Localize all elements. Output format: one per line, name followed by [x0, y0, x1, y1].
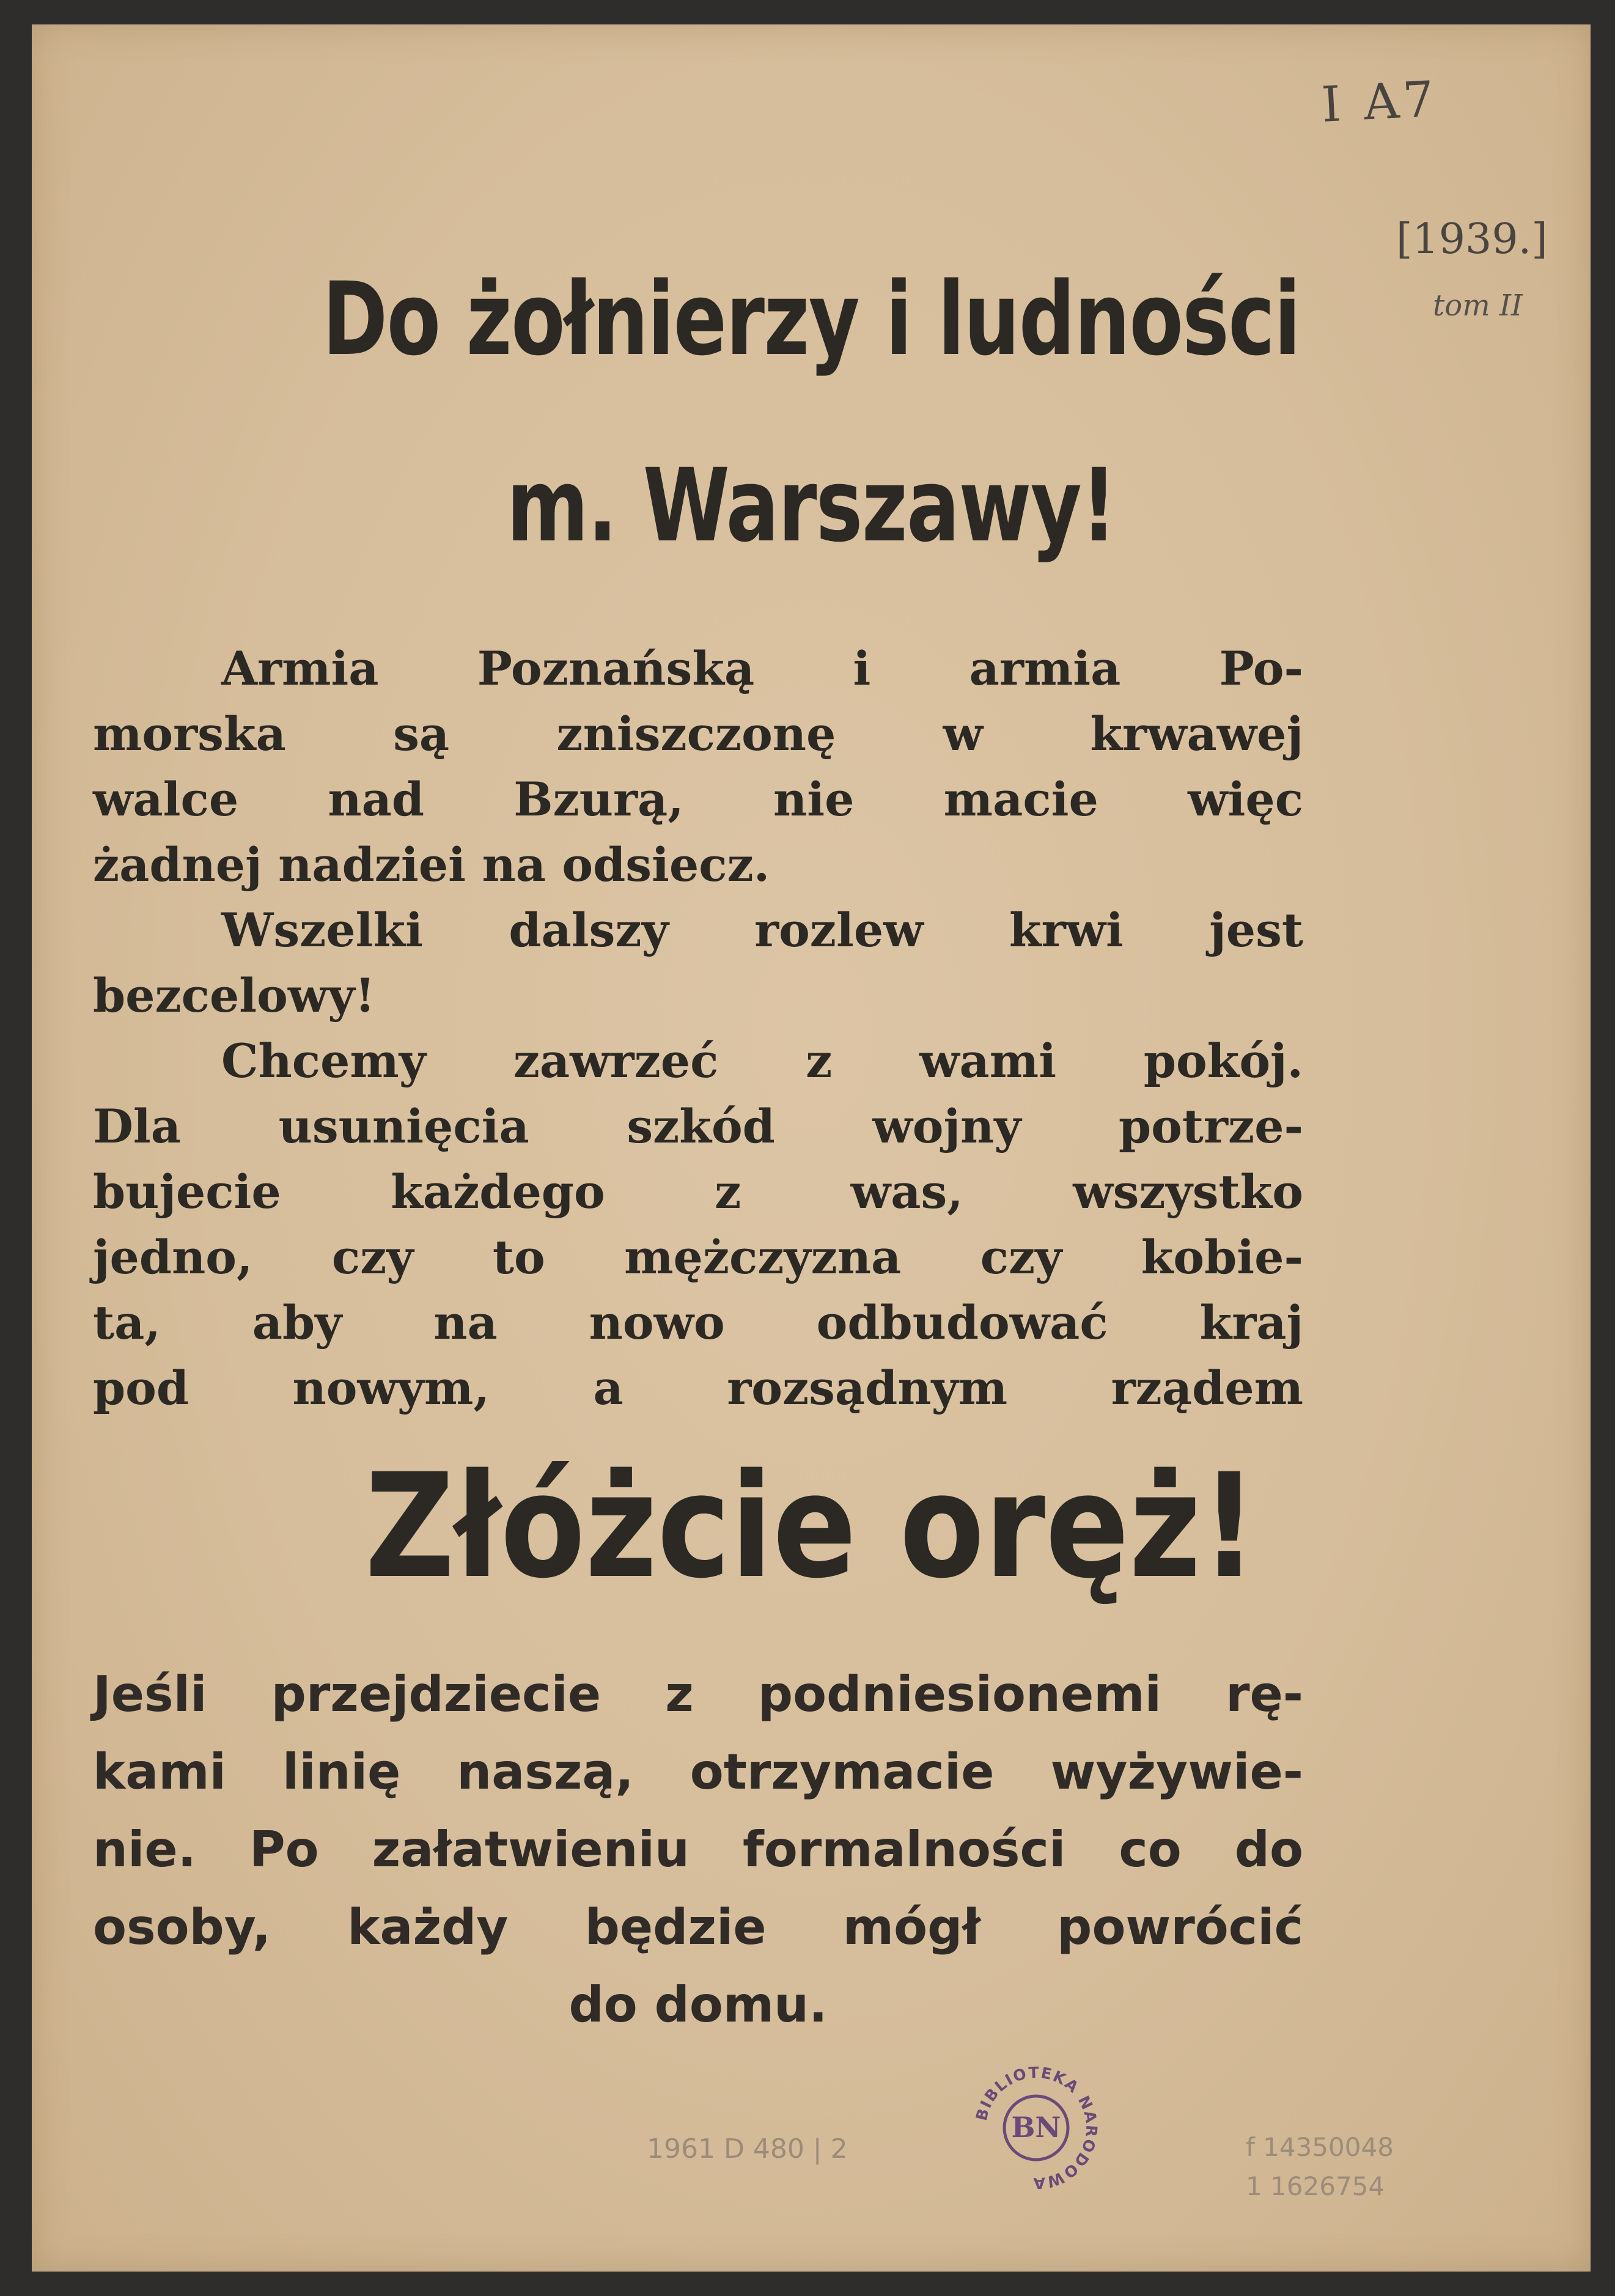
- paragraph-3-line: Dla usunięcia szkód wojny potrze-: [93, 1099, 1303, 1154]
- stamp-ring-text: BIBLIOTEKA NARODOWA: [972, 2063, 1101, 2193]
- closing-line: kami linię naszą, otrzymacie wyżywie-: [93, 1743, 1303, 1800]
- paragraph-2-line: bezcelowy!: [93, 968, 375, 1023]
- year-annotation: [1939.]: [1396, 215, 1548, 263]
- volume-note-annotation: tom II: [1433, 289, 1523, 323]
- paragraph-1-line: żadnej nadziei na odsiecz.: [93, 837, 770, 892]
- paragraph-3: [93, 1028, 1303, 1421]
- closing-paragraph: [93, 1655, 1303, 2044]
- inventory-number-2: 1 1626754: [1246, 2171, 1385, 2201]
- shelfmark-annotation: I A7: [1320, 70, 1440, 133]
- paragraph-3-line: Chcemy zawrzeć z wami pokój.: [221, 1034, 1303, 1088]
- closing-line: Jeśli przejdziecie z podniesionemi rę-: [93, 1666, 1303, 1723]
- library-stamp-icon: [966, 2058, 1106, 2198]
- paragraph-3-line: jedno, czy to mężczyzna czy kobie-: [93, 1230, 1303, 1284]
- paragraph-3-line: bujecie każdego z was, wszystko: [93, 1165, 1303, 1219]
- paragraph-3-line: pod nowym, a rozsądnym rządem: [93, 1361, 1303, 1415]
- closing-line: nie. Po załatwieniu formalności co do: [93, 1821, 1303, 1878]
- paragraph-1-line: Armia Poznańską i armia Po-: [221, 641, 1303, 696]
- paragraph-3-line: ta, aby na nowo odbudować kraj: [93, 1295, 1303, 1350]
- title-line-2: m. Warszawy!: [506, 447, 1116, 564]
- title-line-1: Do żołnierzy i ludności: [322, 260, 1300, 378]
- library-signature: 1961 D 480 | 2: [647, 2133, 848, 2165]
- closing-line: osoby, każdy będzie mógł powrócić: [93, 1899, 1303, 1956]
- call-to-arms-heading: Złóżcie oręż!: [365, 1443, 1257, 1610]
- closing-line: do domu.: [568, 1976, 828, 2033]
- stamp-center-text: BN: [1011, 2111, 1061, 2144]
- paragraph-1-line: walce nad Bzurą, nie macie więc: [93, 772, 1303, 826]
- paragraph-1-line: morska są zniszczonę w krwawej: [93, 707, 1303, 761]
- paragraph-2: [93, 897, 1303, 1028]
- leaflet-sheet: [32, 24, 1591, 2272]
- paragraph-2-line: Wszelki dalszy rozlew krwi jest: [221, 903, 1303, 957]
- paragraph-1: [93, 636, 1303, 897]
- inventory-number-1: f 14350048: [1246, 2132, 1394, 2162]
